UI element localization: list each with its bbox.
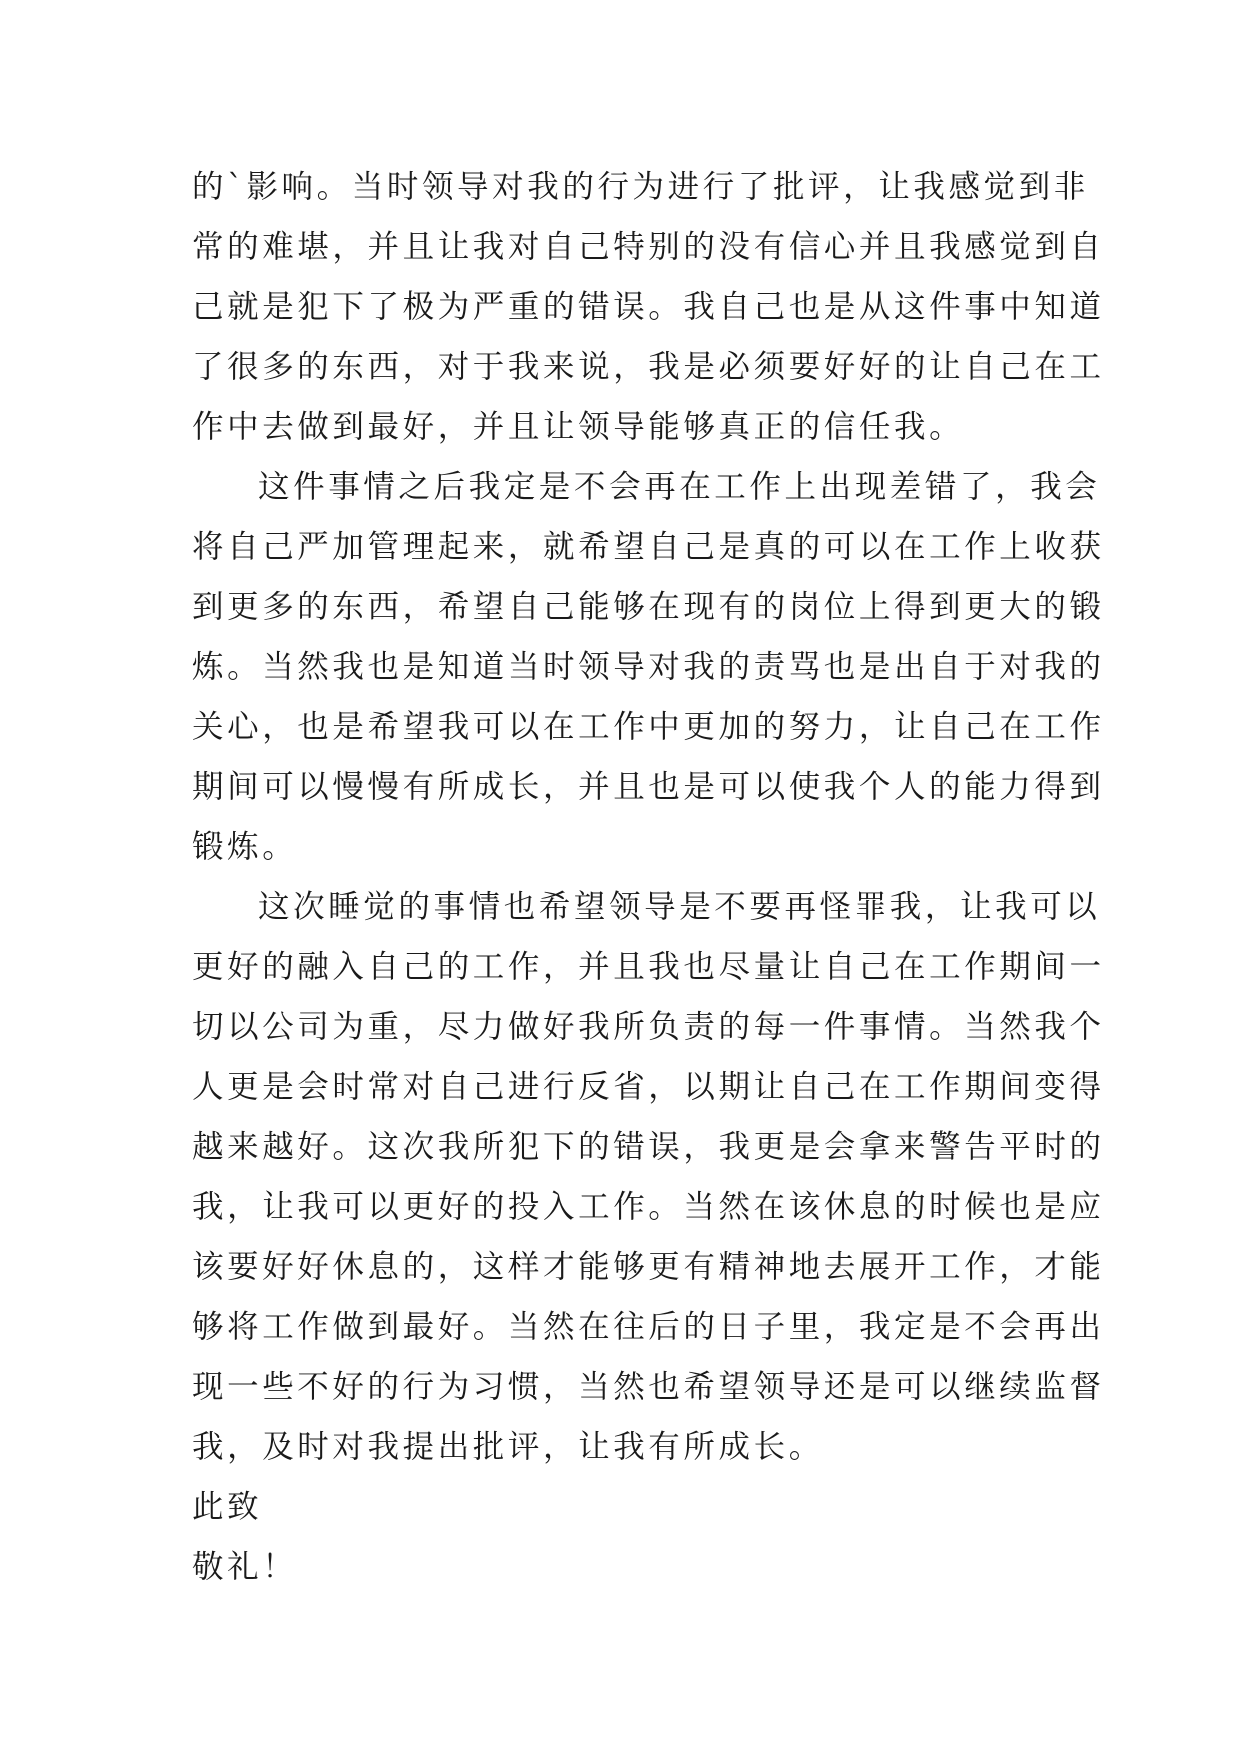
text-line: 越来越好。这次我所犯下的错误，我更是会拿来警告平时的 <box>192 1129 1105 1165</box>
text-line: 这次睡觉的事情也希望领导是不要再怪罪我，让我可以 <box>258 889 1101 925</box>
text-line: 己就是犯下了极为严重的错误。我自己也是从这件事中知道 <box>192 289 1105 325</box>
salutation-text: 敬礼！ <box>192 1549 298 1585</box>
paragraph-2 <box>192 457 1105 877</box>
paragraph-3 <box>192 877 1105 1477</box>
text-line: 关心，也是希望我可以在工作中更加的努力，让自己在工作 <box>192 709 1105 745</box>
paragraph-1 <box>192 157 1105 457</box>
text-line: 炼。当然我也是知道当时领导对我的责骂也是出自于对我的 <box>192 649 1105 685</box>
text-line: 现一些不好的行为习惯，当然也希望领导还是可以继续监督 <box>192 1369 1105 1405</box>
closing-text: 此致 <box>192 1489 263 1525</box>
text-line: 锻炼。 <box>192 829 298 865</box>
text-line: 我，让我可以更好的投入工作。当然在该休息的时候也是应 <box>192 1189 1105 1225</box>
text-line: 期间可以慢慢有所成长，并且也是可以使我个人的能力得到 <box>192 769 1105 805</box>
text-line: 作中去做到最好，并且让领导能够真正的信任我。 <box>192 409 965 445</box>
text-line: 我，及时对我提出批评，让我有所成长。 <box>192 1429 824 1465</box>
text-line: 该要好好休息的，这样才能够更有精神地去展开工作，才能 <box>192 1249 1105 1285</box>
text-line: 更好的融入自己的工作，并且我也尽量让自己在工作期间一 <box>192 949 1105 985</box>
text-line: 够将工作做到最好。当然在往后的日子里，我定是不会再出 <box>192 1309 1105 1345</box>
text-line: 这件事情之后我定是不会再在工作上出现差错了，我会 <box>258 469 1101 505</box>
text-line: 将自己严加管理起来，就希望自己是真的可以在工作上收获 <box>192 529 1105 565</box>
text-line: 切以公司为重，尽力做好我所负责的每一件事情。当然我个 <box>192 1009 1105 1045</box>
text-line: 到更多的东西，希望自己能够在现有的岗位上得到更大的锻 <box>192 589 1105 625</box>
text-line: 了很多的东西，对于我来说，我是必须要好好的让自己在工 <box>192 349 1105 385</box>
text-line: 人更是会时常对自己进行反省，以期让自己在工作期间变得 <box>192 1069 1105 1105</box>
letter-body <box>192 157 1105 1597</box>
text-line: 常的难堪，并且让我对自己特别的没有信心并且我感觉到自 <box>192 229 1105 265</box>
text-line: 的`影响。当时领导对我的行为进行了批评，让我感觉到非 <box>192 169 1089 205</box>
